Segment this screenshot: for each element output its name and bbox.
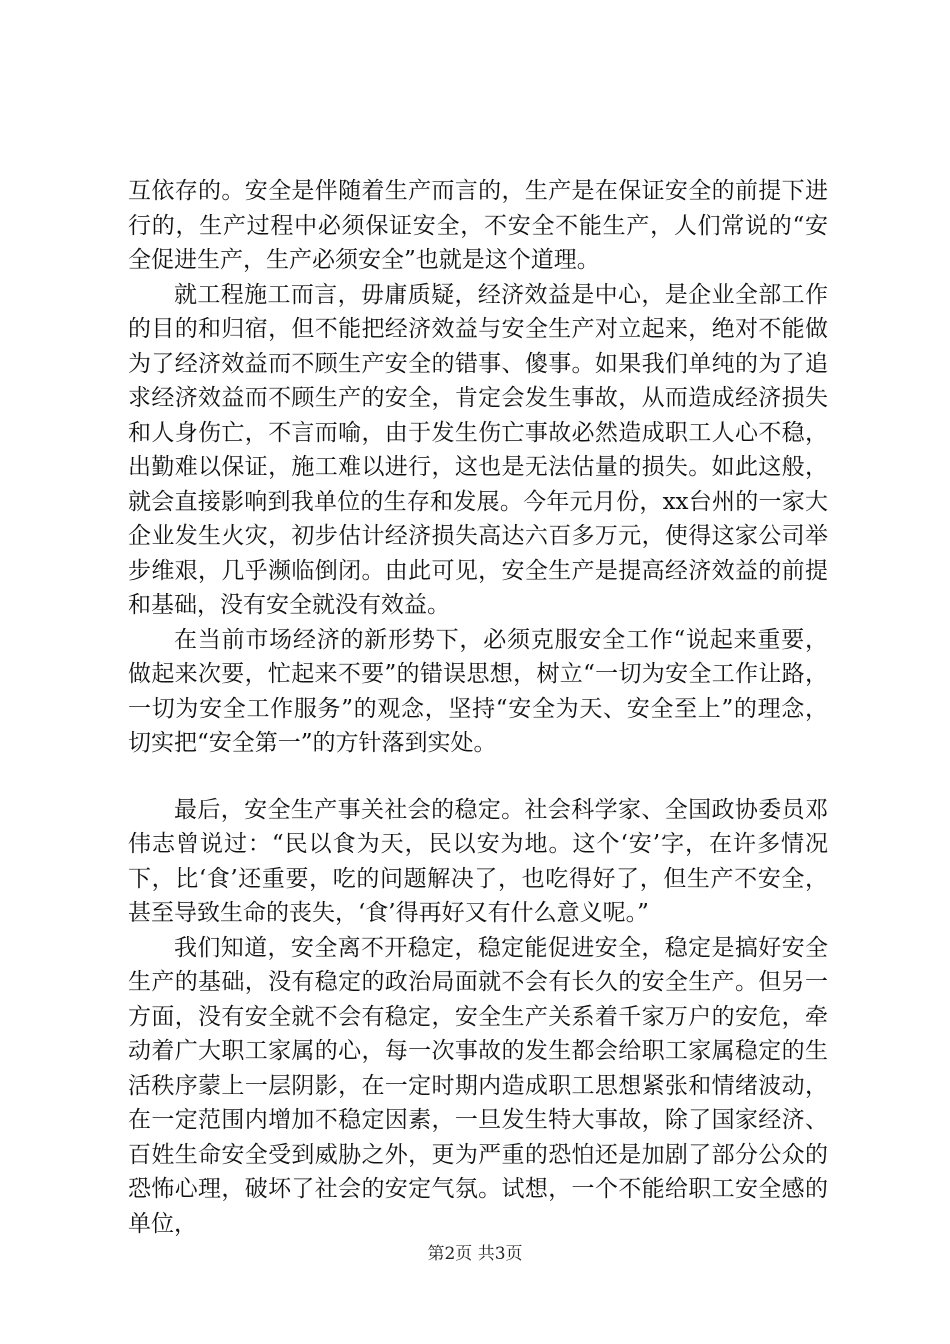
paragraph-stability-safety: 我们知道，安全离不开稳定，稳定能促进安全，稳定是搞好安全生产的基础，没有稳定的政治局面就不会有长久的安全生产。但另一方面，没有安全就不会有稳定，安全生产关系着千家万户的安危，牵动着广大职工家属的心，每一次事故的发生都会给职工家属稳定的生活秩序蒙上一层阴影，在一定时期内造成职工思想紧张和情绪波动，在一定范围内增加不稳定因素，一旦发生特大事故，除了国家经济、百姓生命安全受到威胁之外，更为严重的恐怕还是加剧了部分公众的恐怖心理，破坏了社会的安定气氛。试想，一个不能给职工安全感的单位，: [128, 934, 828, 1237]
paragraph-market-economy: 在当前市场经济的新形势下，必须克服安全工作“说起来重要，做起来次要，忙起来不要”的错误思想，树立“一切为安全工作让路，一切为安全工作服务”的观念，坚持“安全为天、安全至上”的理念，切实把“安全第一”的方针落到实处。: [128, 626, 828, 756]
paragraph-construction-benefits: 就工程施工而言，毋庸质疑，经济效益是中心，是企业全部工作的目的和归宿，但不能把经济效益与安全生产对立起来，绝对不能做为了经济效益而不顾生产安全的错事、傻事。如果我们单纯的为了追求经济效益而不顾生产的安全，肯定会发生事故，从而造成经济损失和人身伤亡，不言而喻，由于发生伤亡事故必然造成职工人心不稳，出勤难以保证，施工难以进行，这也是无法估量的损失。如此这般，就会直接影响到我单位的生存和发展。今年元月份，xx台州的一家大企业发生火灾，初步估计经济损失高达六百多万元，使得这家公司举步维艰，几乎濒临倒闭。由此可见，安全生产是提高经济效益的前提和基础，没有安全就没有效益。: [128, 281, 828, 618]
page-number-footer: 第2页 共3页: [427, 1244, 523, 1264]
paragraph-social-stability: 最后，安全生产事关社会的稳定。社会科学家、全国政协委员邓伟志曾说过：“民以食为天，民以安为地。这个‘安’字，在许多情况下，比‘食’还重要，吃的问题解决了，也吃得好了，但生产不安全，甚至导致生命的丧失，‘食’得再好又有什么意义呢。”: [128, 796, 828, 926]
paragraph-gap: [128, 761, 828, 793]
paragraph-continued: 互依存的。安全是伴随着生产而言的，生产是在保证安全的前提下进行的，生产过程中必须保证安全，不安全不能生产，人们常说的“安全促进生产，生产必须安全”也就是这个道理。: [128, 178, 828, 273]
document-body: [128, 174, 828, 1241]
